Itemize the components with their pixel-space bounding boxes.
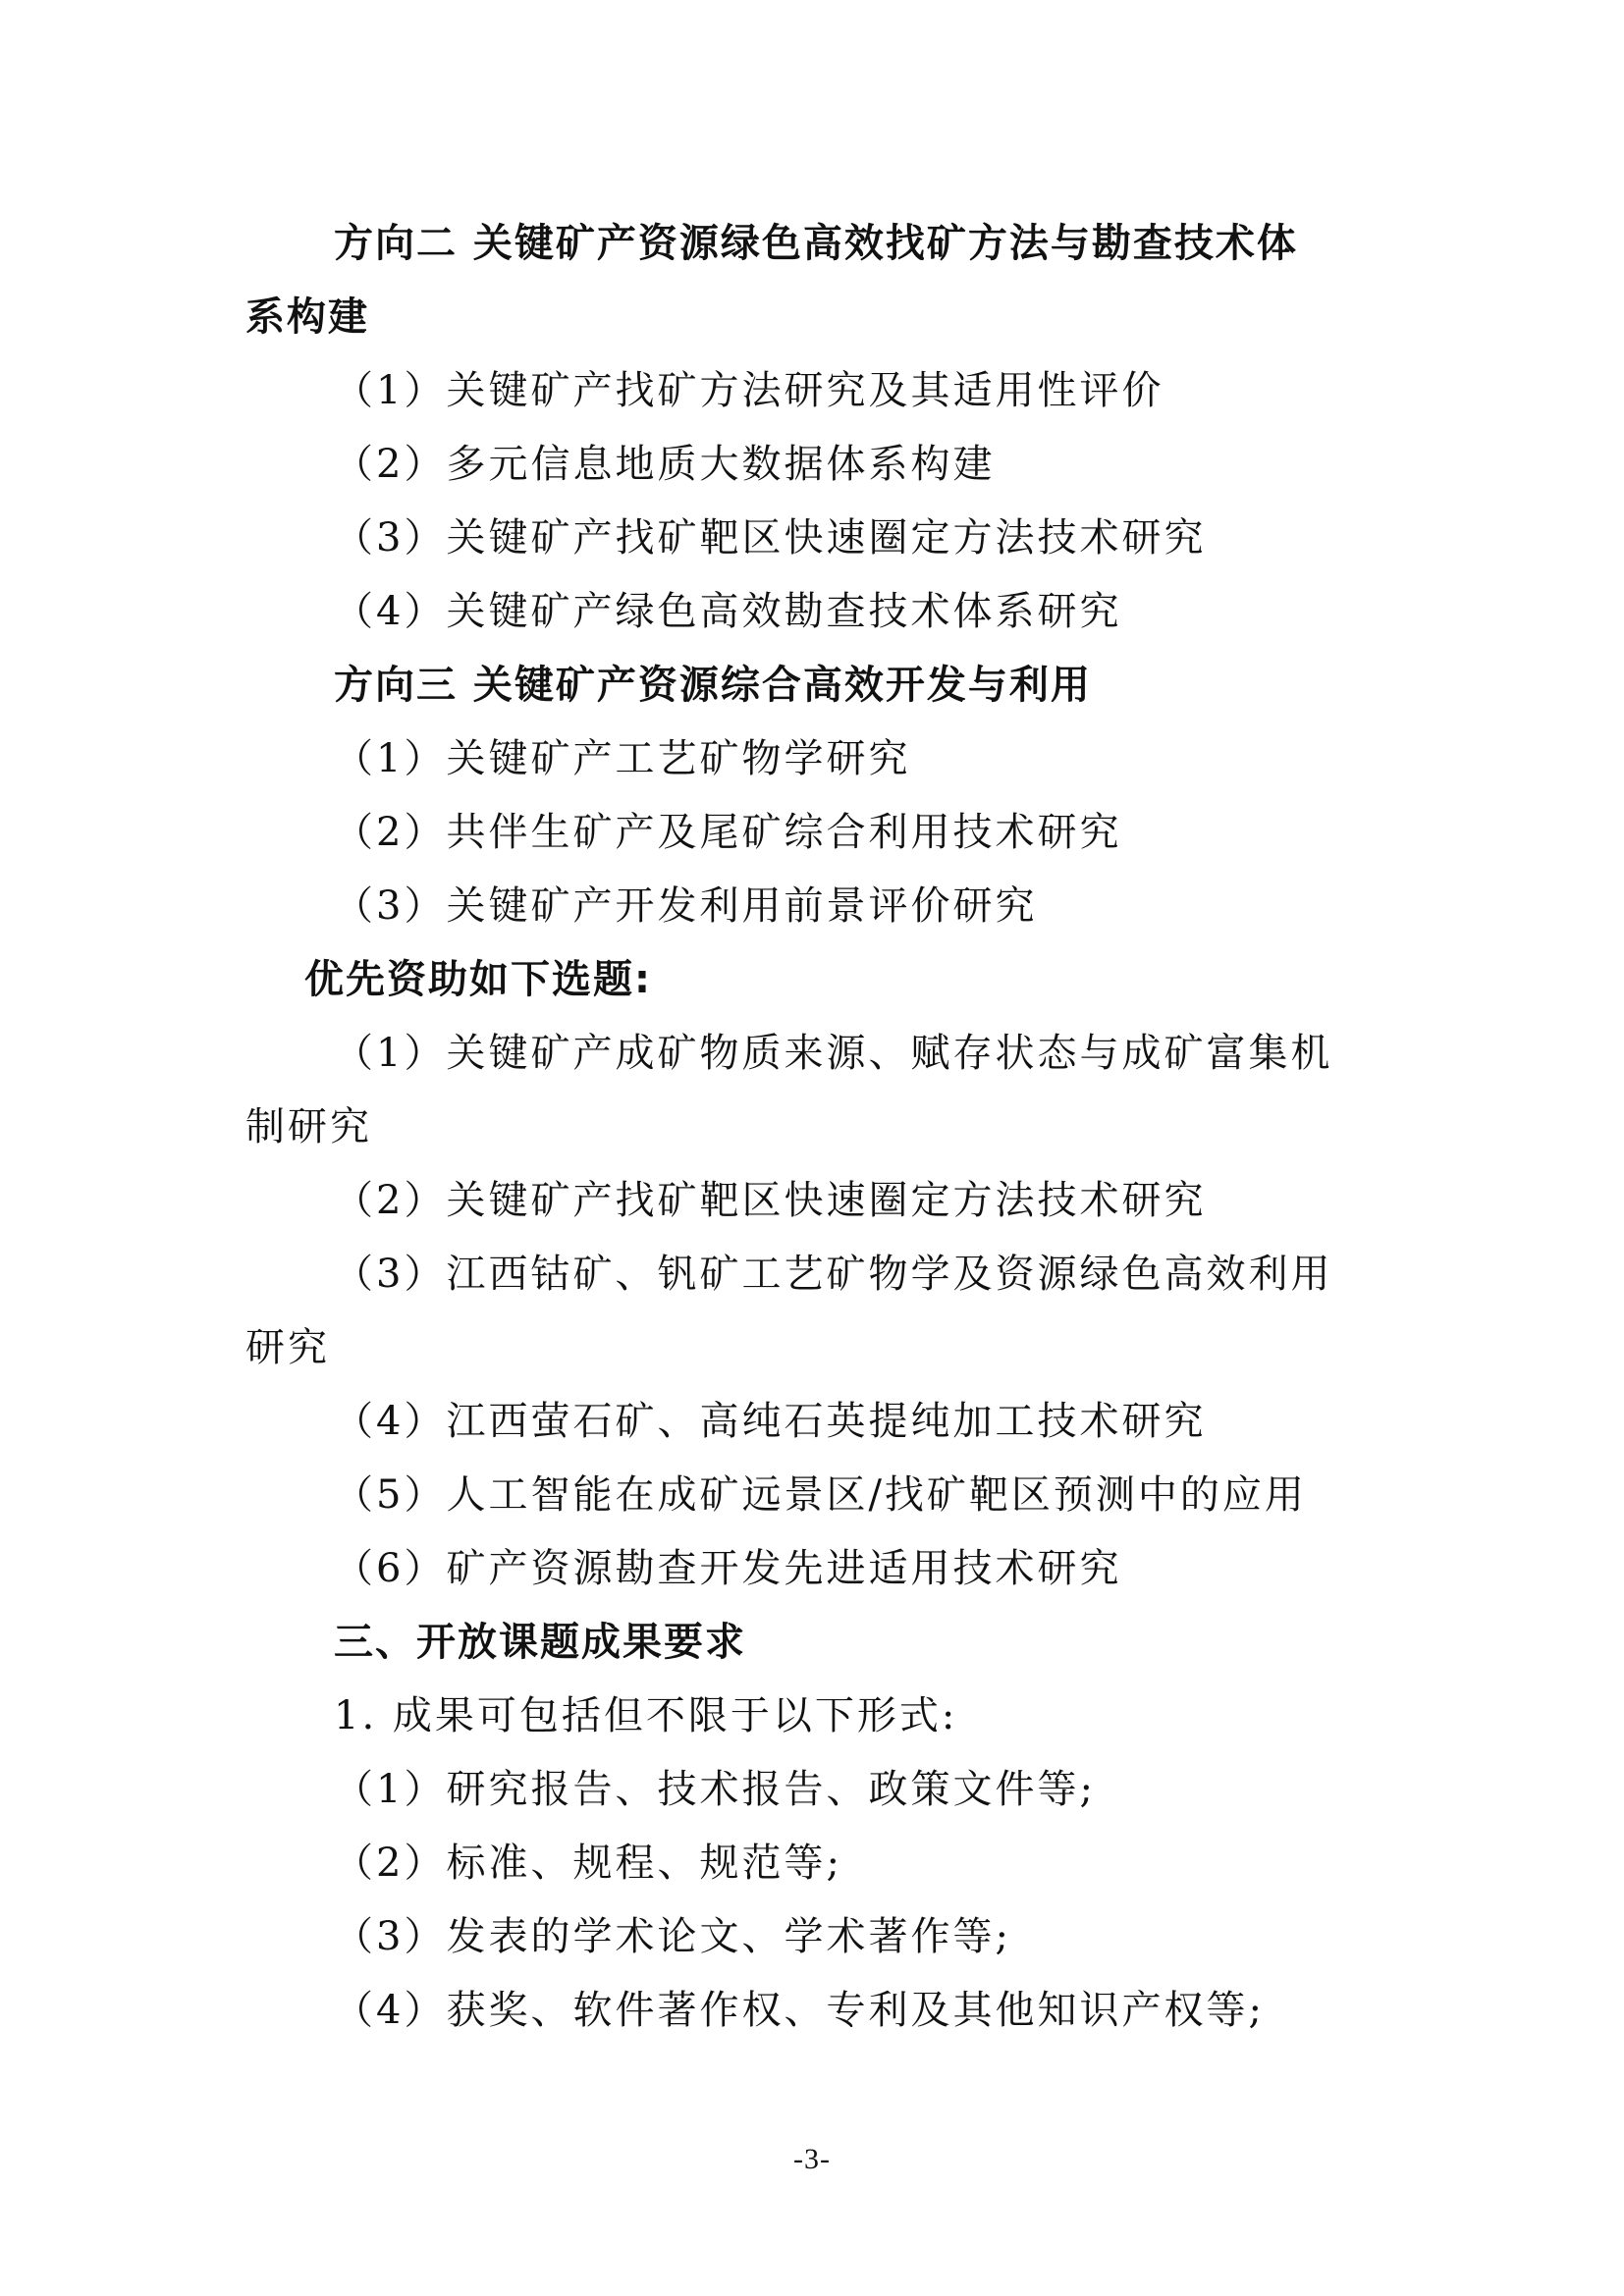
list-item: （2）共伴生矿产及尾矿综合利用技术研究 [334, 810, 1122, 855]
priority-topics-heading: 优先资助如下选题: [304, 957, 652, 1002]
section-heading-direction-3: 方向三 关键矿产资源综合高效开发与利用 [334, 663, 1092, 708]
list-item: （3）发表的学术论文、学术著作等; [334, 1914, 1011, 1959]
list-item: （2）关键矿产找矿靶区快速圈定方法技术研究 [334, 1178, 1207, 1223]
list-item: （4）关键矿产绿色高效勘查技术体系研究 [334, 589, 1122, 634]
list-item: （1）研究报告、技术报告、政策文件等; [334, 1767, 1096, 1812]
list-item-continued: 制研究 [245, 1104, 372, 1149]
list-item: （3）关键矿产开发利用前景评价研究 [334, 883, 1038, 929]
list-item-continued: 研究 [245, 1325, 330, 1370]
section-heading-3: 三、开放课题成果要求 [334, 1620, 746, 1665]
section-heading-direction-2: 方向二 关键矿产资源绿色高效找矿方法与勘查技术体 [334, 221, 1298, 266]
list-item: （2）标准、规程、规范等; [334, 1841, 842, 1886]
list-item: （5）人工智能在成矿远景区/找矿靶区预测中的应用 [334, 1472, 1307, 1518]
section-heading-direction-2-continued: 系构建 [245, 294, 369, 340]
list-item: （3）江西钴矿、钒矿工艺矿物学及资源绿色高效利用 [334, 1252, 1333, 1297]
list-item: （1）关键矿产找矿方法研究及其适用性评价 [334, 368, 1164, 413]
list-item: （3）关键矿产找矿靶区快速圈定方法技术研究 [334, 515, 1207, 561]
list-item: （6）矿产资源勘查开发先进适用技术研究 [334, 1546, 1122, 1591]
list-item: （1）关键矿产工艺矿物学研究 [334, 736, 911, 781]
page-number: -3- [793, 2143, 831, 2175]
list-item: （4）江西萤石矿、高纯石英提纯加工技术研究 [334, 1399, 1207, 1444]
list-item: （1）关键矿产成矿物质来源、赋存状态与成矿富集机 [334, 1031, 1333, 1076]
paragraph: 1. 成果可包括但不限于以下形式: [334, 1693, 958, 1738]
list-item: （2）多元信息地质大数据体系构建 [334, 442, 996, 487]
list-item: （4）获奖、软件著作权、专利及其他知识产权等; [334, 1988, 1265, 2033]
